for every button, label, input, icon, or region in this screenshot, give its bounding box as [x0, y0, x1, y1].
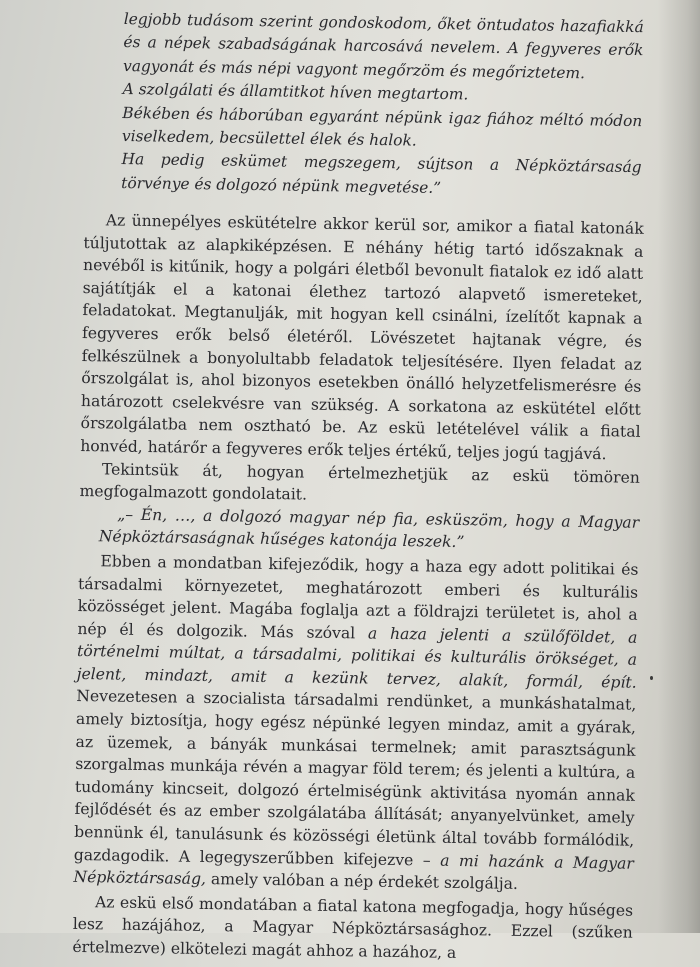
paragraph: Az eskü első mondatában a fiatal katona megfogadja, hogy hűséges lesz hazájához, a Magyar Népköztársasághoz. Ezzel (szűken értelmezve) elkötelezi magát ahhoz a hazához, a [72, 893, 634, 962]
body-text [72, 209, 644, 967]
oath-line: Ha pedig esküm​et megszegem, sújtson a Népköztársaság törvénye és dolgozó népünk megvetése.” [121, 150, 642, 197]
paper-speck [650, 676, 653, 680]
oath-text-block [121, 8, 644, 203]
paragraph-emphasis: – a mi hazánk a Magyar Népköztársaság, [73, 851, 634, 889]
page-edge-shadow [658, 0, 700, 933]
oath-quote: „– Én, …, a dolgozó magyar nép fia, esküszöm, hogy a Magyar Népköztársaságnak hűséges katonája leszek.” [98, 505, 640, 552]
oath-line: Békében és háborúban egyaránt népünk igaz fiához méltó módon viselkedem, becsülettel élek és halok. [121, 103, 643, 150]
oath-line: A szolgálati és államtitkot híven megtartom. [122, 80, 469, 104]
oath-line: legjobb tudásom szerint gondoskodom, őket öntudatos hazafiakká és a népek szabadságának harcosává nevelem. A fegyveres erők vagyonát és más népi vagyont megőrzöm és megőriztetem. [122, 9, 644, 83]
paragraph [73, 550, 638, 898]
paragraph: Tekintsük át, hogyan értelmezhetjük az eskü tömören megfogalmazott gondolatait. [79, 459, 640, 504]
paragraph: Az ünnepélyes eskütételre akkor kerül sor, amikor a fiatal katonák túljutottak az alapkiképzésen. E néhány hétig tartó időszaknak a nevéből is kitűnik, hogy a polgári életből bevonult fiatalok ez idő alatt sajátítják el a katonai élethez tartozó alapvető ismereteket, feladatokat. Megtanulják, mit hogyan kell csinálni, ízelítőt kapnak a fegyveres erők belső életéről. Lövészetet hajtanak végre, és felkészülnek a bonyolultabb feladatok teljesítésére. Ilyen feladat az őrszolgálat is, ahol bizonyos esetekben önálló helyzetfelismerésre és határozott cselekvésre van szükség. A sorkatona az eskütétel előtt őrszolgálatba nem osztható be. Az eskü letételével válik a fiatal honvéd, határőr a fegyveres erők teljes értékű, teljes jogú tagjává. [80, 211, 644, 464]
paragraph-text: Ebben a mondatban kifejeződik, hogy a haza egy adott politikai és társadalmi környezetet, meghatározott emberi és kulturális közösséget jelent. Magába foglalja azt a földrajzi területet is, ahol a nép él és dolgozik. Más szóval [77, 552, 639, 643]
paragraph-emphasis: a haza jelenti a szülőföldet, a történelmi múltat, a társadalmi, politikai és kulturális örökséget, a jelent, mindazt, amit a kezünk tervez, alakít, formál, épít. [76, 624, 638, 692]
paragraph-text: Nevezetesen a szocialista társadalmi rendünket, a munkáshatalmat, amely biztosítja, hogy egész népünké legyen mindaz, amit a gyárak, az üzemek, a bányák munkásai termelnek; amit parasztságunk szorgalmas munkája révén a magyar föld terem; és jelenti a kultúra, a tudomány kincseit, dolgozó értelmiségünk aktivitása nyomán annak fejlődését és az ember szolgálatába állítását; anyanyelvünket, amely bennünk él, tanulásunk és közösségi életünk által tovább formálódik, gazdagodik. A legegyszerűbben kifejezve [73, 687, 637, 870]
paragraph-text: amely valóban a nép érdekét szolgálja. [205, 870, 519, 894]
